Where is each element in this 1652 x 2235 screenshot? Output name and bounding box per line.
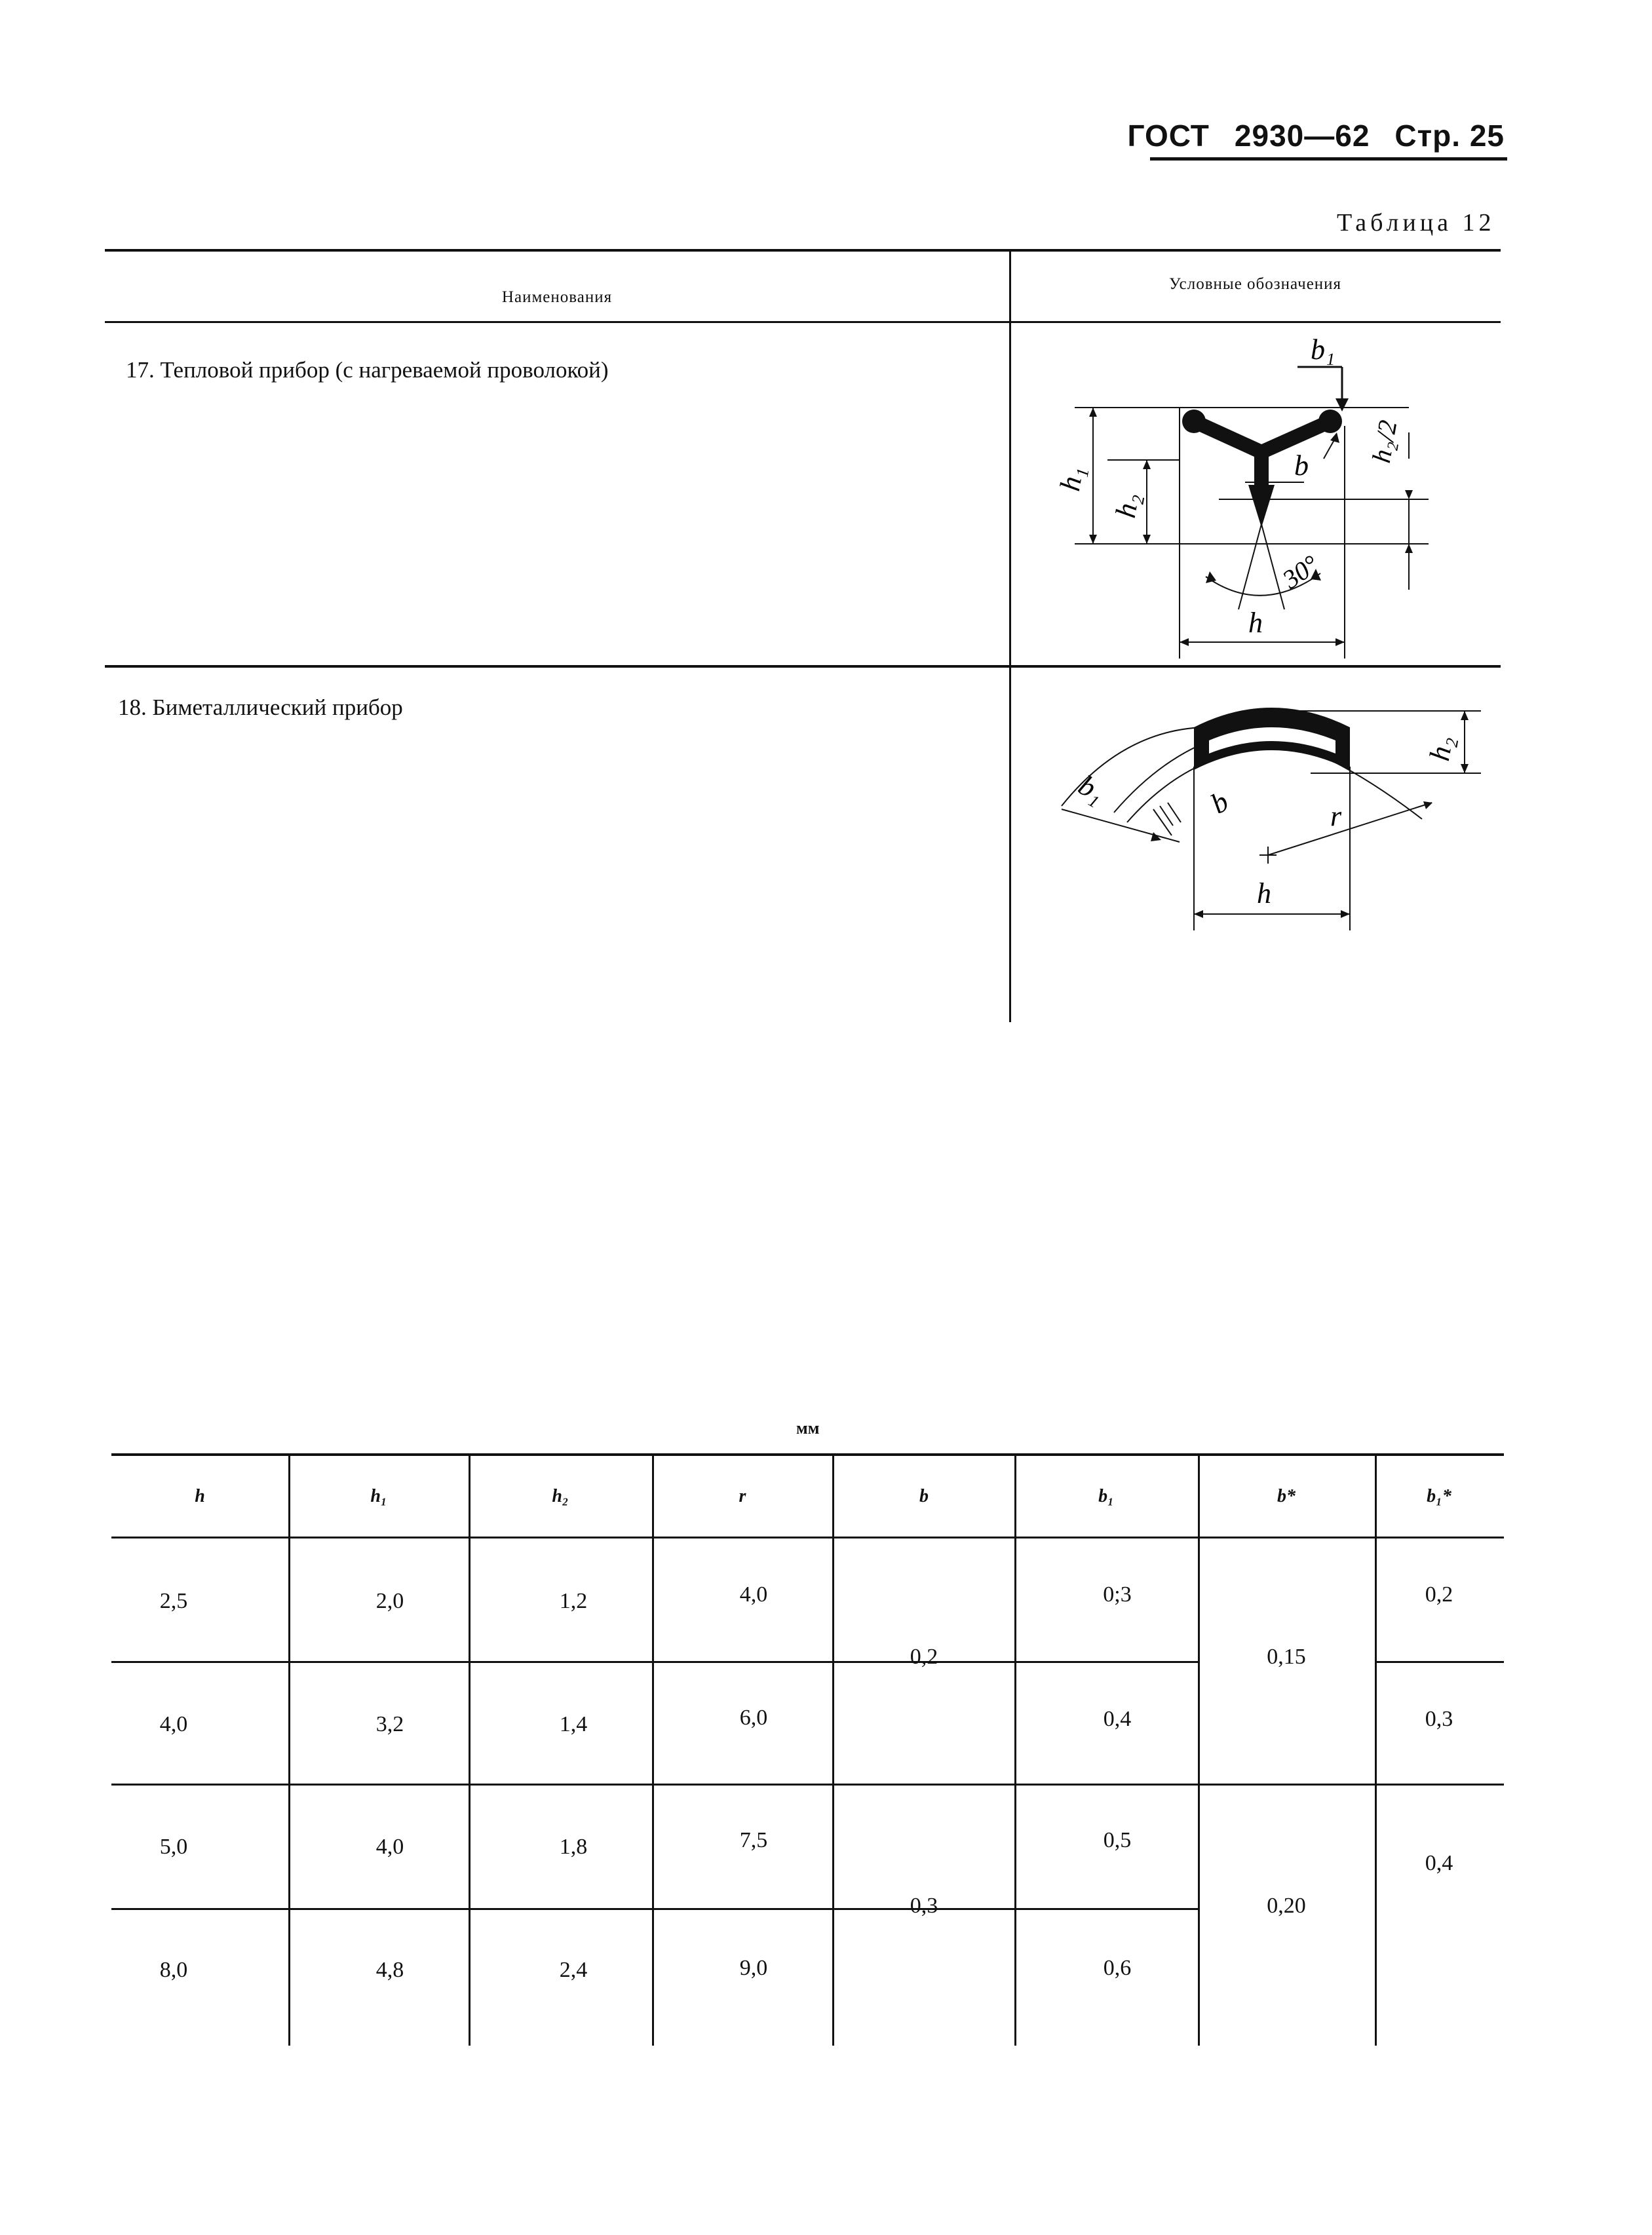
cell-r3-h: 5,0 [159,1835,188,1859]
fig17-b1-label: b₁ [1311,334,1335,366]
dims-vline-1 [288,1456,290,2046]
header-underline [1150,157,1507,161]
cell-r2-b1: 0,4 [1103,1707,1132,1731]
row-rule-1c [1375,1661,1504,1663]
header-b: b [919,1486,929,1506]
standard-label: ГОСТ [1127,119,1210,153]
dims-vline-4 [832,1456,834,2046]
cell-r4-b1: 0,6 [1103,1956,1132,1980]
page-number: Стр. 25 [1394,119,1505,153]
fig17-h-label: h [1248,607,1263,639]
cell-b-group1: 0,2 [910,1645,938,1669]
dims-vline-6 [1198,1456,1200,2046]
fig18-h2-label: h₂ [1423,733,1459,763]
row-rule-2a [111,1784,1504,1786]
dims-vline-3 [652,1456,654,2046]
cell-r4-r: 9,0 [739,1956,768,1980]
cell-b1star-3: 0,4 [1425,1851,1453,1875]
cell-r1-r: 4,0 [739,1582,768,1607]
header-b1-star: b₁* [1427,1486,1451,1506]
dims-vline-7 [1375,1456,1377,2046]
cell-r3-b1: 0,5 [1103,1828,1132,1852]
cell-r2-r: 6,0 [739,1706,768,1730]
fig17-angle-label: 30° [1277,549,1324,595]
header-b-star: b* [1277,1486,1296,1506]
cell-r2-h1: 3,2 [375,1712,404,1736]
fig18-b-label: b [1205,785,1234,820]
table-caption: Таблица 12 [1337,209,1495,237]
cell-r3-h2: 1,8 [559,1835,588,1859]
cell-r1-h1: 2,0 [375,1589,404,1613]
table12-header-rule [105,321,1501,323]
cell-r2-h2: 1,4 [559,1712,588,1736]
cell-bstar-group2: 0,20 [1267,1894,1306,1918]
cell-r4-h: 8,0 [159,1958,188,1982]
header-h1: h₁ [370,1486,387,1506]
table12-row-rule [105,665,1501,668]
fig17-h2-label: h₂ [1109,490,1145,521]
fig18-r-label: r [1330,800,1342,832]
fig17-b-label: b [1294,449,1309,482]
cell-r1-h2: 1,2 [559,1589,588,1613]
fig18-b1-label: b₁ [1073,769,1111,809]
cell-r1-b1: 0;3 [1103,1582,1132,1607]
header-b1: b₁ [1098,1486,1114,1506]
header-r: r [739,1486,746,1506]
fig18-h-label: h [1257,877,1271,909]
table12-col-divider [1009,249,1011,1022]
symbol-bimetallic-instrument [1022,675,1494,950]
row-rule-3b [1014,1908,1198,1910]
cell-r4-h1: 4,8 [375,1958,404,1982]
table12-top-rule [105,249,1501,252]
cell-b1star-2: 0,3 [1425,1707,1453,1731]
unit-label: мм [796,1419,820,1438]
dims-vline-2 [469,1456,471,2046]
header-h: h [195,1486,205,1506]
dims-top-rule [111,1453,1504,1456]
cell-r3-h1: 4,0 [375,1835,404,1859]
fig17-h1-label: h₁ [1053,463,1090,494]
symbol-thermal-instrument [1022,328,1494,662]
cell-r1-h: 2,5 [159,1589,188,1613]
dims-vline-5 [1014,1456,1016,2046]
cell-b1star-1: 0,2 [1425,1582,1453,1607]
row-rule-1b [1014,1661,1198,1663]
cell-b-group2: 0,3 [910,1894,938,1918]
column-header-names: Наименования [501,288,613,306]
cell-r2-h: 4,0 [159,1712,188,1736]
fig17-h2half-label: h₂/2 [1366,417,1403,465]
cell-r3-r: 7,5 [739,1828,768,1852]
cell-bstar-group1: 0,15 [1267,1645,1306,1669]
dims-header-rule [111,1537,1504,1538]
header-h2: h₂ [552,1486,569,1506]
column-header-symbols: Условные обозначения [1168,275,1342,293]
row-18-label: 18. Биметаллический прибор [118,695,403,720]
row-17-label: 17. Тепловой прибор (с нагреваемой проволокой) [126,357,609,383]
page-header [1127,118,1505,153]
cell-r4-h2: 2,4 [559,1958,588,1982]
standard-number: 2930—62 [1234,119,1370,153]
